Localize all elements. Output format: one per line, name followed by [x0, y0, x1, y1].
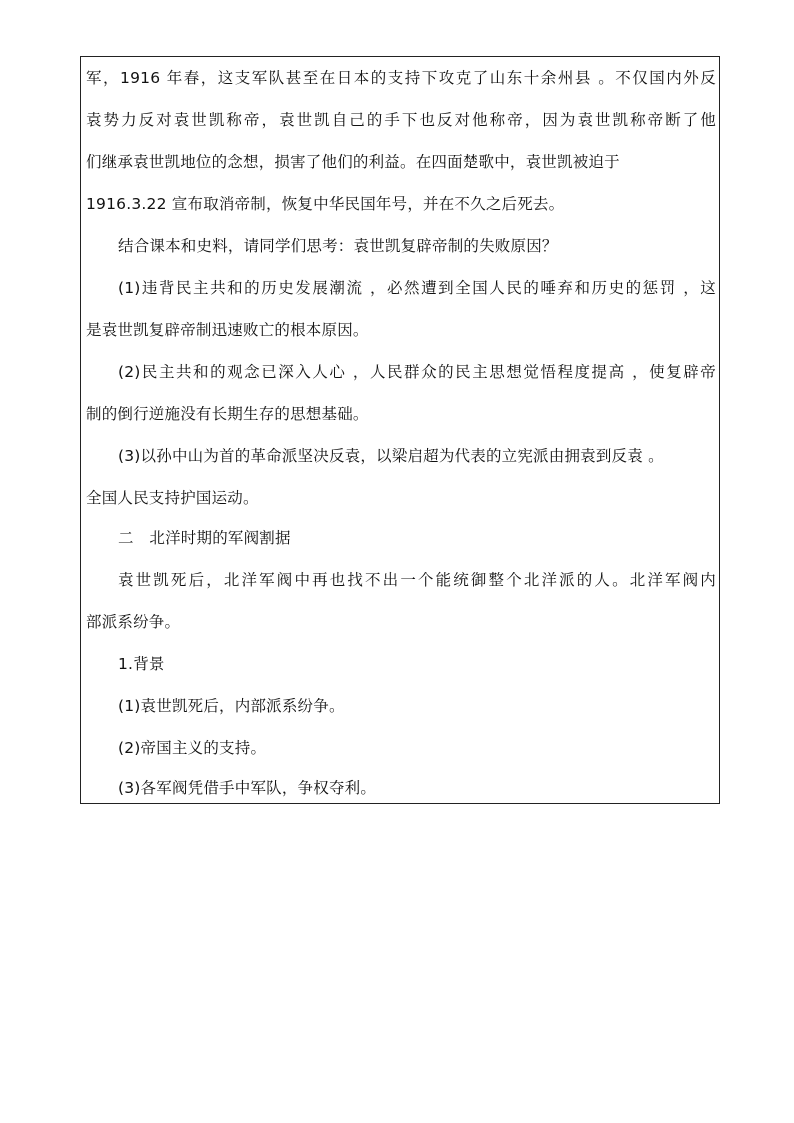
background-item: (3)各军阀凭借手中军队，争权夺利。 — [118, 779, 377, 797]
reason-1-line: (1)违背民主共和的历史发展潮流 ，必然遭到全国人民的唾弃和历史的惩罚 ，这 — [118, 279, 716, 297]
background-item: (2)帝国主义的支持。 — [118, 739, 267, 757]
reason-3-line: (3)以孙中山为首的革命派坚决反袁，以梁启超为代表的立宪派由拥袁到反袁 。 — [118, 447, 664, 465]
reason-3-line: 全国人民支持护国运动。 — [86, 489, 259, 507]
reason-2-line: (2)民主共和的观念已深入人心 ，人民群众的民主思想觉悟程度提高 ，使复辟帝 — [118, 363, 716, 381]
paragraph-line: 部派系纷争。 — [86, 613, 181, 631]
subheading-background: 1.背景 — [118, 655, 165, 673]
background-item: (1)袁世凯死后，内部派系纷争。 — [118, 697, 345, 715]
paragraph-line: 们继承袁世凯地位的念想，损害了他们的利益。在四面楚歌中，袁世凯被迫于 — [86, 153, 620, 171]
paragraph-line: 军，1916 年春，这支军队甚至在日本的支持下攻克了山东十余州县 。不仅国内外反 — [86, 69, 716, 87]
question-line: 结合课本和史料，请同学们思考：袁世凯复辟帝制的失败原因？ — [118, 237, 558, 255]
paragraph-line: 袁势力反对袁世凯称帝，袁世凯自己的手下也反对他称帝，因为袁世凯称帝断了他 — [86, 111, 716, 129]
paragraph-line: 1916.3.22 宣布取消帝制，恢复中华民国年号，并在不久之后死去。 — [86, 195, 565, 213]
reason-1-line: 是袁世凯复辟帝制迅速败亡的根本原因。 — [86, 321, 369, 339]
paragraph-line: 袁世凯死后，北洋军阀中再也找不出一个能统御整个北洋派的人。北洋军阀内 — [118, 571, 716, 589]
section-heading: 二 北洋时期的军阀割据 — [118, 529, 291, 547]
reason-2-line: 制的倒行逆施没有长期生存的思想基础。 — [86, 405, 369, 423]
